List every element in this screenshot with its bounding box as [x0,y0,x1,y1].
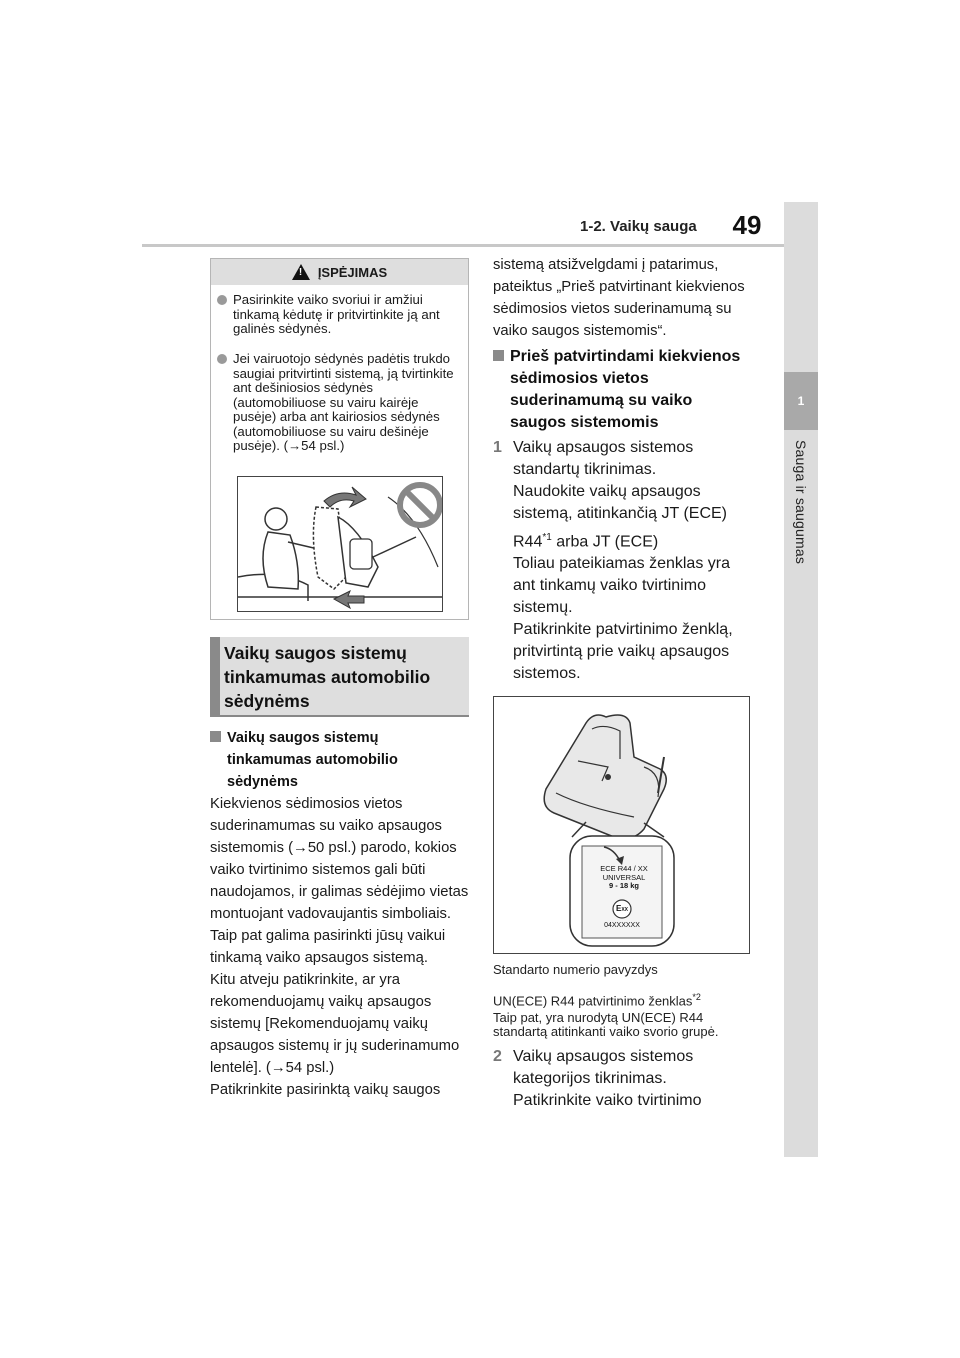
subheading-line: Vaikų saugos sistemų [227,730,379,746]
caption-text: UN(ECE) R44 patvirtinimo ženklas [493,993,693,1009]
caption-line: Taip pat, yra nurodytą UN(ECE) R44 [493,1010,704,1025]
step-2-text [507,1046,702,1112]
body-line: montuojant vadovaujantis simboliais. [210,906,451,922]
approval-label-figure [493,696,750,954]
subheading-line: tinkamumas automobilio [227,752,398,768]
side-tab-strip [784,202,818,1157]
section-heading-line: tinkamumas automobilio [224,667,431,687]
subheading-line: suderinamumą su vaiko [510,392,693,409]
warning-item-text: Pasirinkite vaiko svoriui ir amžiui tinkamą kėdutę ir pritvirtinkite ją ant galinės sėdynės. [233,292,440,336]
body-line: naudojamos, ir galimas sėdėjimo vietas [210,884,469,900]
step-line: Patikrinkite patvirtinimo ženklą, [513,621,733,639]
warning-title: ĮSPĖJIMAS [317,264,388,280]
body-line: vaiko tvirtinimo sistemos gali būti [210,862,426,878]
body-line: Taip pat galima pasirinkti jūsų vaikui [210,928,446,944]
right-subheading [493,346,740,434]
r44-text: R44 [513,533,543,551]
e-mark-letter: E [615,904,622,913]
section-heading-line: Vaikų saugos sistemų [224,643,407,663]
body-line: sistemą atsižvelgdami į patarimus, [493,257,719,273]
child-seat-illustration [494,697,751,955]
label-line: 9 - 18 kg [608,881,639,890]
step-number: 2 [493,1048,502,1065]
step-1 [493,437,755,685]
e-mark [614,904,630,913]
e-mark-sub: XX [621,907,628,913]
subheading-line: sėdimosios vietos [510,370,649,387]
square-bullet-icon [210,731,221,742]
bullet-icon [217,295,227,305]
subheading-line: saugos sistemomis [510,414,659,431]
section-heading-line: sėdynėms [224,691,310,711]
body-line: suderinamumas su vaiko apsaugos [210,818,442,834]
section-heading-band [210,637,469,717]
caption-line: standartą atitinkanti vaiko svorio grupė. [493,1024,719,1039]
label-line: UNIVERSAL [602,872,646,882]
step-line: Vaikų apsaugos sistemos [513,439,694,456]
heading-accent-bar [210,637,220,717]
step-line: Naudokite vaikų apsaugos [513,483,701,500]
step-line: sistemą, atitinkančią JT (ECE) [513,505,727,522]
step-line: Toliau pateikiamas ženklas yra [513,555,730,573]
warning-item [217,352,465,454]
step-line: kategorijos tikrinimas. [513,1070,667,1087]
step-line: Vaikų apsaugos sistemos [513,1048,694,1065]
body-line: Patikrinkite pasirinktą vaikų saugos [210,1082,441,1098]
body-line: rekomenduojamų vaikų apsaugos [210,994,432,1010]
body-line: Kitu atveju patikrinkite, ar yra [210,972,400,988]
r44-rest-text: arba JT (ECE) [551,533,659,551]
prohibited-seat-illustration [237,476,443,612]
section-title: 1-2. Vaikų sauga [580,218,697,235]
step-number: 1 [493,439,502,456]
step-line: ant tinkamų vaiko tvirtinimo [513,577,706,595]
side-tab-chapter[interactable]: 1 [784,372,818,430]
section-heading [224,641,464,713]
bullet-icon [217,354,227,364]
body-line: sėdimosios vietos suderinamumą su [493,301,732,317]
body-line: apsaugos sistemų ir jų suderinamumo [210,1038,460,1054]
left-subheading [210,727,398,793]
warning-item [217,293,465,337]
body-line: vaiko saugos sistemomis“. [493,323,667,339]
step-line [513,527,733,553]
caption-standard-example: Standarto numerio pavyzdys [493,962,658,977]
seat-illustration-svg [238,477,443,612]
square-bullet-icon [493,350,504,361]
step-line: standartų tikrinimas. [513,461,657,478]
body-line: sistemomis (→50 psl.) parodo, kokios [210,840,457,856]
page-number: 49 [732,210,762,240]
header-divider [142,244,784,247]
warning-box [210,258,469,620]
subheading-line: sėdynėms [227,774,298,790]
footnote-ref: *2 [692,992,701,1002]
left-body-text [210,793,472,1101]
warning-item-text: Jei vairuotojo sėdynės padėtis trukdo saugiai pritvirtinti sistemą, ją tvirtinkite ant dešiniosios sėdynės (automobiliuose su vairu kairėje pusėje) arba ant kairiosios sėdynės (automobiliuose su vairu dešinėje pusėje). (→54 psl.) [233,351,454,453]
step-line: sistemos. [513,665,581,683]
warning-triangle-icon [292,264,310,280]
caption-approval-mark [493,990,701,1008]
step-2 [493,1046,755,1112]
body-line: tinkamą vaiko apsaugos sistemą. [210,950,428,966]
approval-label-text [598,865,650,891]
approval-code: 04XXXXXX [604,922,640,929]
subheading-line: Prieš patvirtindami kiekvienos [510,348,741,365]
footnote-ref: *1 [542,532,552,543]
caption-weight-group [493,1011,718,1039]
body-line: pateiktus „Prieš patvirtinant kiekvienos [493,279,745,295]
step-1-text [507,437,733,685]
side-tab-label: Sauga ir saugumas [793,440,809,565]
label-line: ECE R44 / XX [600,864,648,873]
step-line: pritvirtintą prie vaikų apsaugos [513,643,730,661]
body-line: sistemų [Rekomenduojamų vaikų [210,1016,428,1032]
body-line: Kiekvienos sėdimosios vietos [210,796,403,812]
right-body-text [493,254,755,342]
warning-header [211,259,468,285]
step-line: sistemų. [513,599,573,617]
step-line: Patikrinkite vaiko tvirtinimo [513,1092,702,1109]
body-line[interactable]: lentelė]. (→54 psl.) [210,1060,335,1076]
